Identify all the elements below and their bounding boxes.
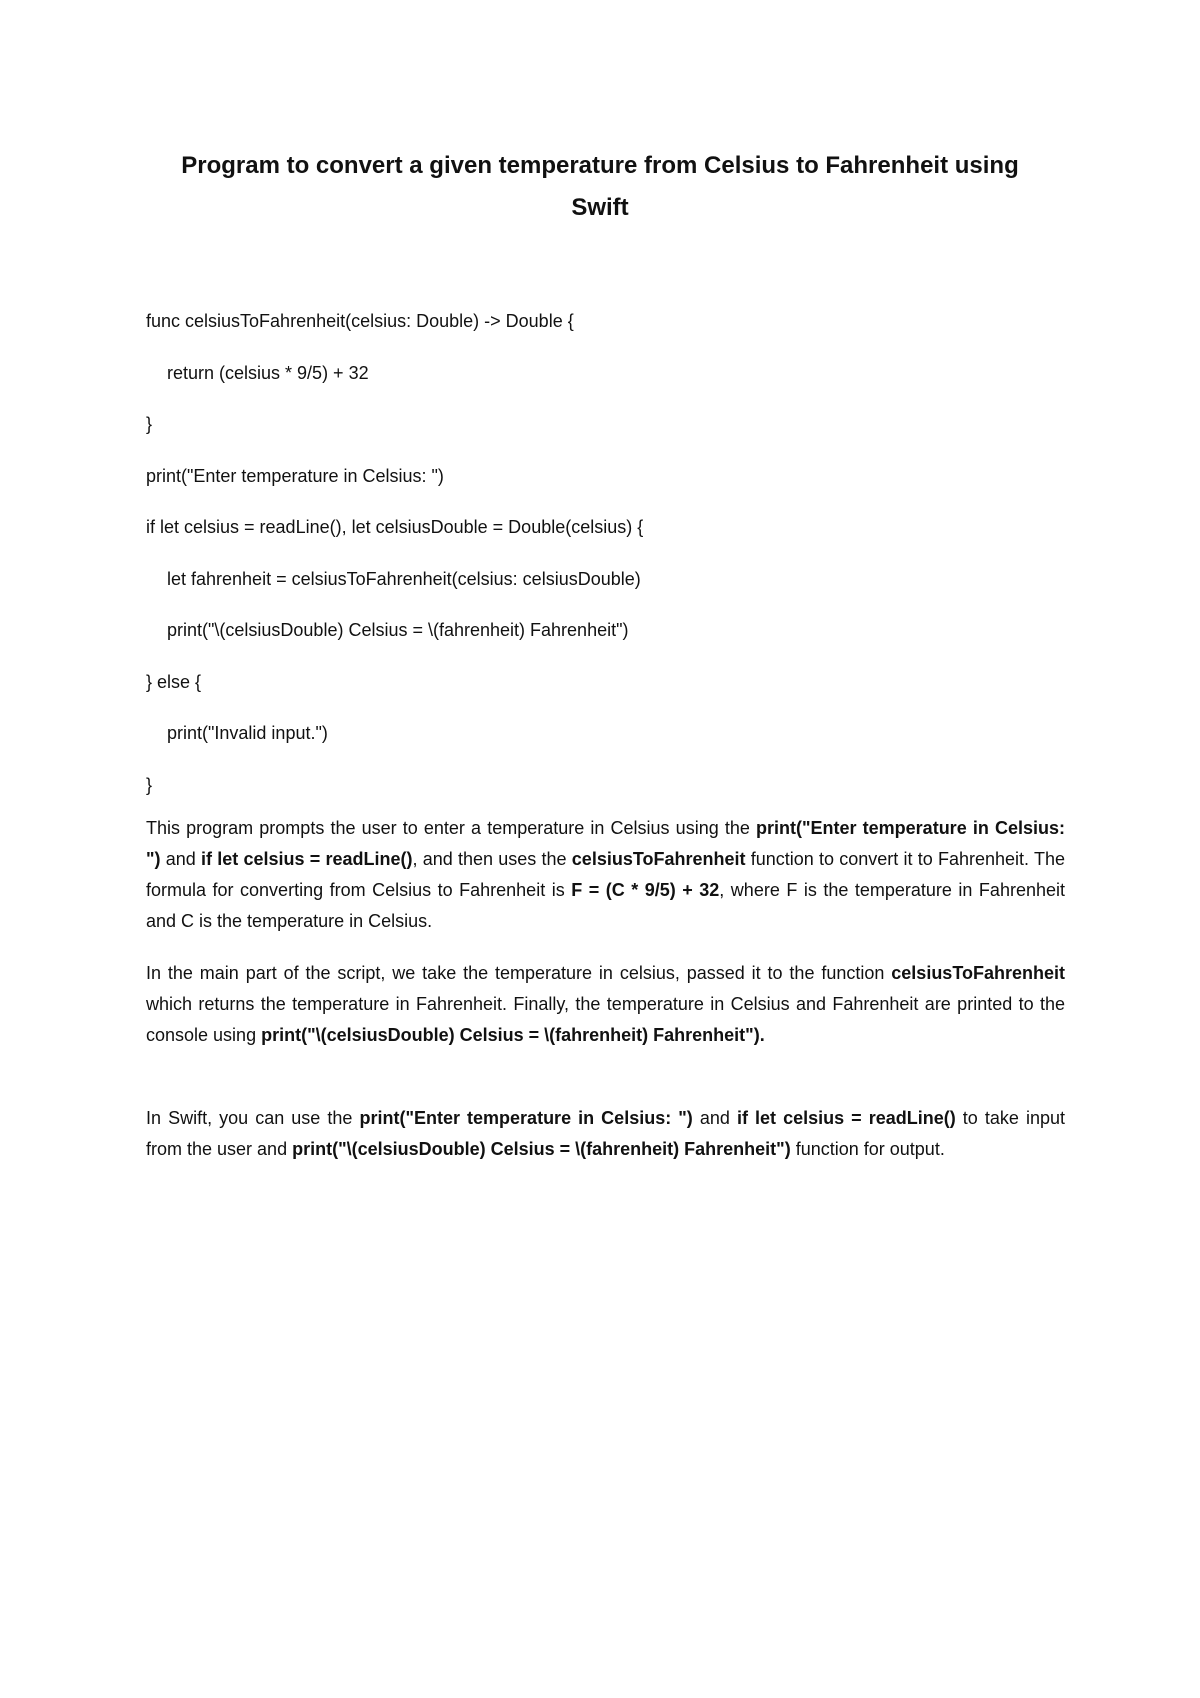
- paragraph-text: which returns the temperature in Fahrenheit. Finally, the temperature in Celsius and Fahrenheit are printed to the console using: [146, 994, 1065, 1045]
- code-block: [146, 296, 1066, 811]
- inline-code-bold: if let celsius = readLine(): [736, 1108, 956, 1128]
- paragraph-text: to take input from the user and: [146, 1108, 1065, 1159]
- inline-code-bold: print("Enter temperature in Celsius: "): [359, 1108, 693, 1128]
- code-line: }: [146, 774, 153, 795]
- explanation-paragraph-3: [146, 1103, 1065, 1165]
- code-line: func celsiusToFahrenheit(celsius: Double) -> Double {: [146, 311, 574, 331]
- code-line: }: [146, 414, 153, 434]
- paragraph-text: function for output.: [790, 1139, 945, 1159]
- title-line-1: Program to convert a given temperature from Celsius to Fahrenheit using: [181, 152, 1019, 179]
- code-line: print("Enter temperature in Celsius: "): [146, 465, 444, 486]
- explanation-paragraph-2: [146, 958, 1065, 1051]
- inline-code-bold: if let celsius = readLine(): [201, 849, 413, 869]
- title-line-2: Swift: [571, 194, 629, 221]
- paragraph-text: , where F is the temperature in Fahrenheit and C is the temperature in Celsius.: [146, 880, 1065, 931]
- formula-bold: F = (C * 9/5) + 32: [571, 880, 720, 900]
- paragraph-text: , and then uses the: [412, 849, 572, 869]
- inline-code-bold: celsiusToFahrenheit: [891, 963, 1065, 983]
- paragraph-text: and: [692, 1108, 737, 1128]
- code-line: let fahrenheit = celsiusToFahrenheit(celsius: celsiusDouble): [167, 568, 641, 589]
- paragraph-text: function to convert it to Fahrenheit. The formula for converting from Celsius to Fahrenheit is: [146, 849, 1065, 900]
- code-line: print("Invalid input."): [167, 723, 328, 743]
- paragraph-text: This program prompts the user to enter a temperature in Celsius using the: [146, 818, 756, 838]
- page-title: [150, 145, 1050, 229]
- code-line: return (celsius * 9/5) + 32: [167, 362, 369, 383]
- explanation-paragraph-1: [146, 813, 1065, 937]
- paragraph-text: In the main part of the script, we take the temperature in celsius, passed it to the function: [146, 963, 892, 983]
- inline-code-bold: celsiusToFahrenheit: [571, 849, 746, 869]
- inline-code-bold: print("\(celsiusDouble) Celsius = \(fahrenheit) Fahrenheit"): [292, 1139, 791, 1159]
- code-line: if let celsius = readLine(), let celsiusDouble = Double(celsius) {: [146, 517, 644, 537]
- paragraph-text: and: [160, 849, 202, 869]
- inline-code-bold: print("\(celsiusDouble) Celsius = \(fahrenheit) Fahrenheit").: [261, 1025, 765, 1045]
- inline-code-bold: print("Enter temperature in Celsius: "): [146, 818, 1065, 869]
- code-line: print("\(celsiusDouble) Celsius = \(fahrenheit) Fahrenheit"): [167, 620, 629, 640]
- code-line: } else {: [146, 671, 202, 692]
- paragraph-text: In Swift, you can use the: [146, 1108, 360, 1128]
